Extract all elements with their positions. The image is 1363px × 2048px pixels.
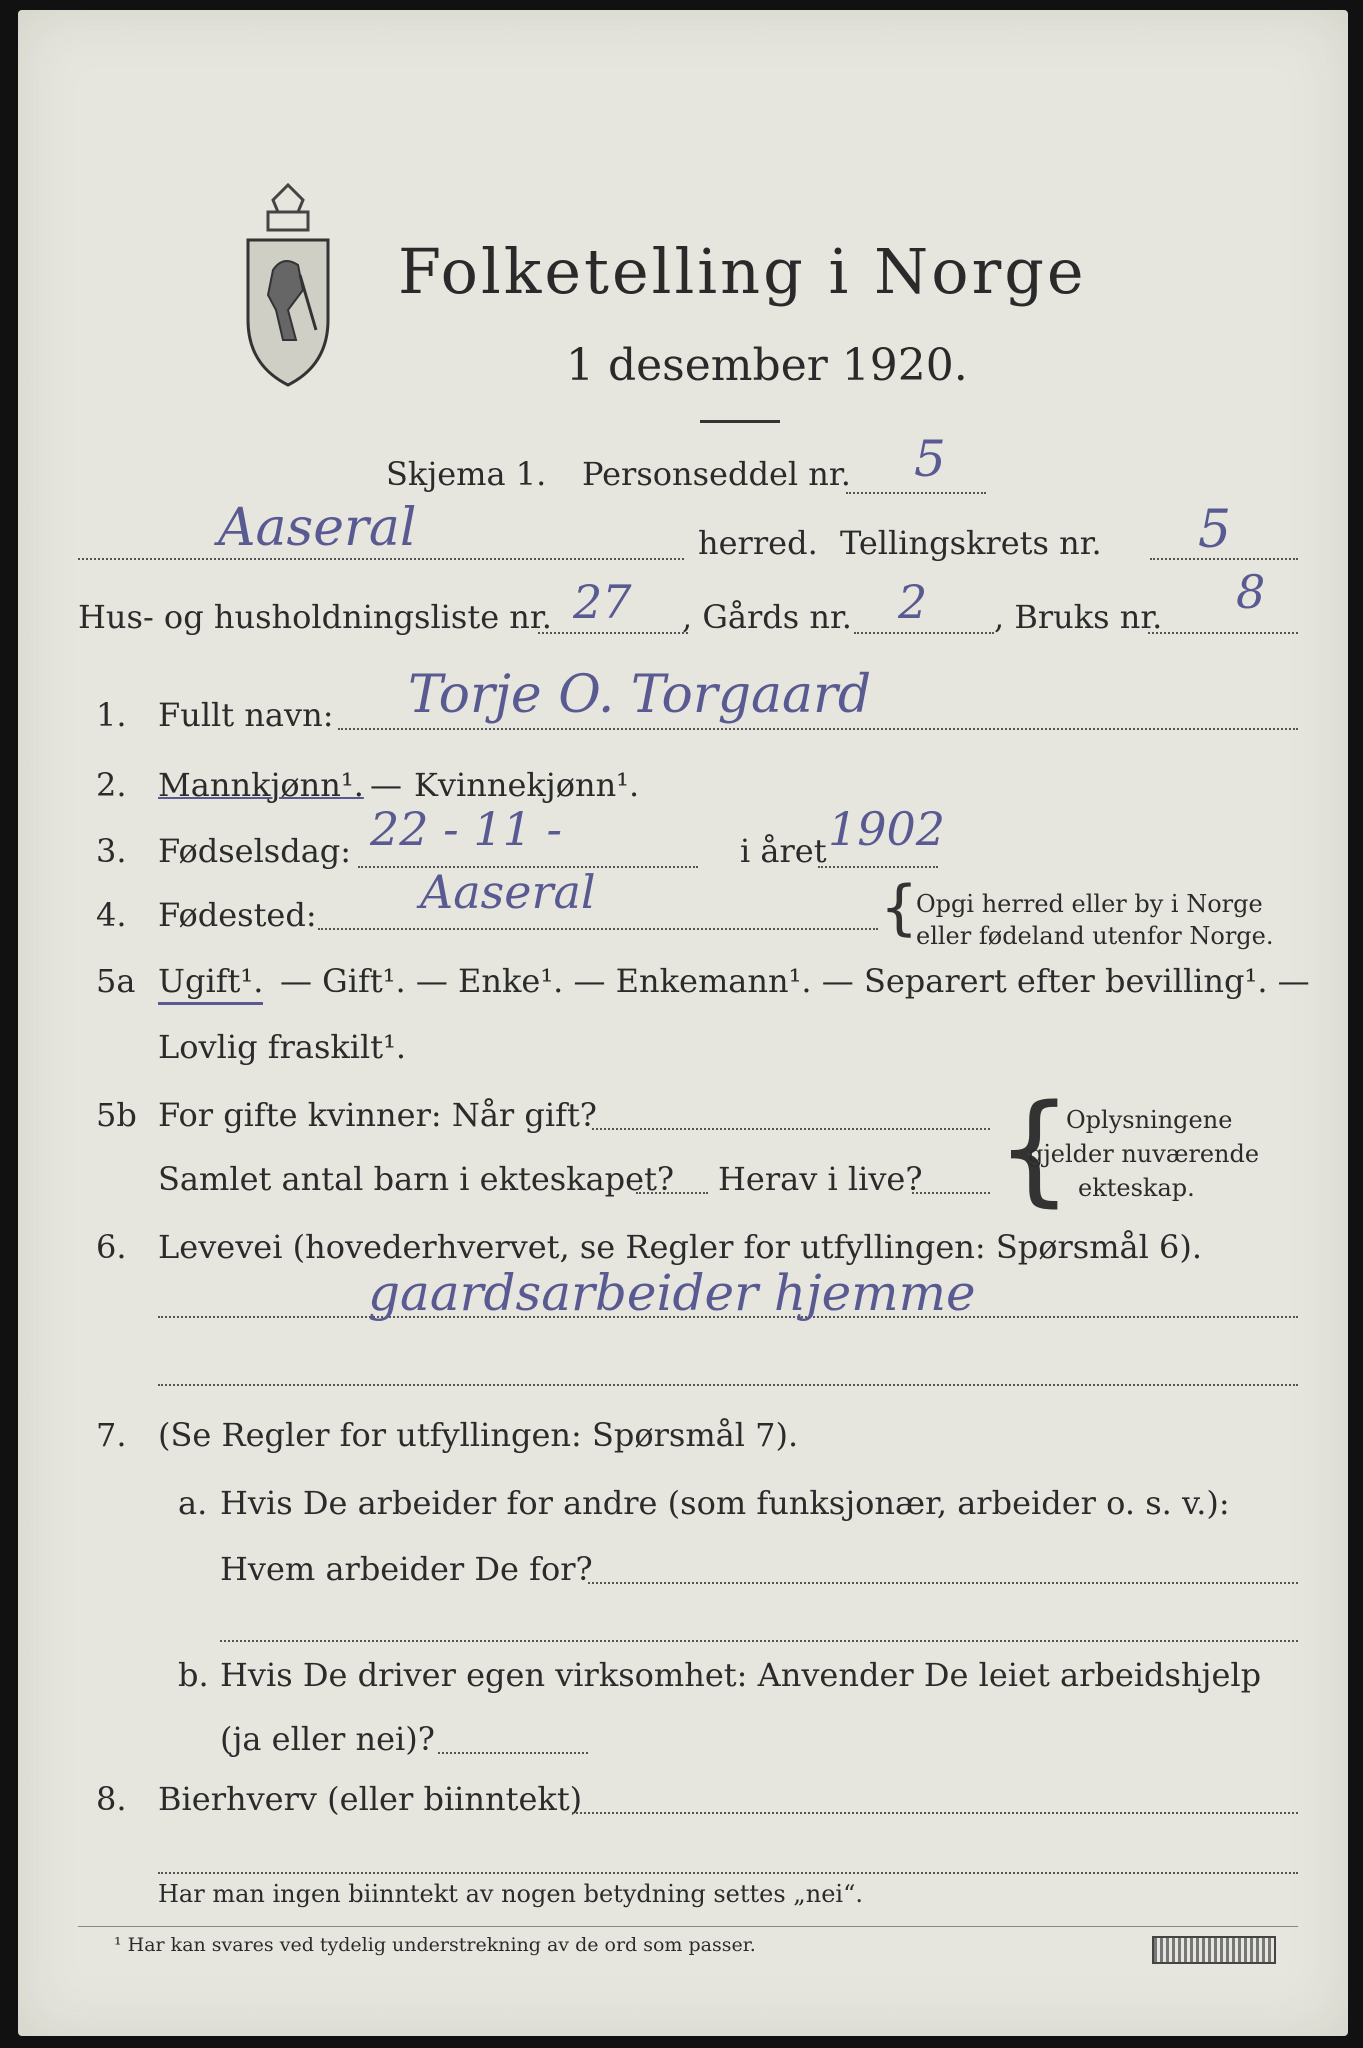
q5a-number: 5a bbox=[96, 962, 136, 1000]
marital-option-ugift[interactable]: Ugift¹. bbox=[158, 962, 263, 1005]
q8-label: Bierhverv (eller biinntekt) bbox=[158, 1780, 583, 1818]
q5b-line2-label: Samlet antal barn i ekteskapet? bbox=[158, 1160, 675, 1198]
q3-number: 3. bbox=[96, 832, 127, 870]
q5b-note-2: gjelder nuværende bbox=[1028, 1140, 1260, 1168]
marital-option-fraskilt[interactable]: Lovlig fraskilt¹. bbox=[158, 1028, 407, 1066]
q3-year-line bbox=[818, 866, 938, 868]
q6-number: 6. bbox=[96, 1228, 127, 1266]
hus-label: Hus- og husholdningsliste nr. bbox=[78, 598, 552, 636]
q4-label: Fødested: bbox=[158, 896, 317, 934]
q2-number: 2. bbox=[96, 766, 127, 804]
personseddel-label: Personseddel nr. bbox=[582, 455, 851, 493]
birthplace-value[interactable]: Aaseral bbox=[420, 865, 596, 919]
q5b-number: 5b bbox=[96, 1096, 137, 1134]
q7a-letter: a. bbox=[178, 1484, 208, 1522]
q7-number: 7. bbox=[96, 1416, 127, 1454]
q5b-note-1: Oplysningene bbox=[1066, 1106, 1233, 1134]
herred-label: herred. bbox=[698, 524, 818, 562]
q8-line-1 bbox=[572, 1812, 1298, 1814]
gards-line bbox=[854, 632, 994, 634]
title-divider bbox=[700, 420, 780, 423]
bruks-line bbox=[1148, 632, 1298, 634]
q5b-note-3: ekteskap. bbox=[1078, 1174, 1195, 1202]
herred-line bbox=[78, 558, 684, 560]
sex-option-female[interactable]: Kvinnekjønn¹. bbox=[414, 766, 640, 804]
hus-line bbox=[538, 632, 688, 634]
sex-option-male[interactable]: Mannkjønn¹. bbox=[158, 766, 364, 804]
q4-line bbox=[318, 928, 878, 930]
full-name-value[interactable]: Torje O. Torgaard bbox=[408, 665, 872, 725]
q4-number: 4. bbox=[96, 896, 127, 934]
q8-note: Har man ingen biinntekt av nogen betydning settes „nei“. bbox=[158, 1880, 863, 1908]
q3-label: Fødselsdag: bbox=[158, 832, 352, 870]
q7a-line2: Hvem arbeider De for? bbox=[220, 1550, 593, 1588]
marital-options-rest[interactable]: — Gift¹. — Enke¹. — Enkemann¹. — Separert efter bevilling¹. — bbox=[280, 962, 1310, 1000]
printer-stamp-icon bbox=[1152, 1936, 1276, 1964]
personseddel-value[interactable]: 5 bbox=[914, 430, 946, 488]
footer-divider bbox=[78, 1926, 1298, 1927]
tellingskrets-label: Tellingskrets nr. bbox=[840, 524, 1102, 562]
gards-value[interactable]: 2 bbox=[898, 575, 928, 629]
q5b-children-line bbox=[636, 1192, 708, 1194]
q5b-line1-label: For gifte kvinner: Når gift? bbox=[158, 1096, 597, 1134]
q1-line bbox=[338, 728, 1298, 730]
q4-brace: { bbox=[880, 873, 919, 943]
census-form-page bbox=[18, 10, 1348, 2036]
q6-line-2 bbox=[158, 1384, 1298, 1386]
q5b-herav-label: Herav i live? bbox=[718, 1160, 923, 1198]
gards-label: , Gårds nr. bbox=[682, 598, 852, 636]
coat-of-arms-icon bbox=[228, 180, 348, 390]
q7b-letter: b. bbox=[178, 1656, 209, 1694]
q8-line-2 bbox=[158, 1872, 1298, 1874]
q7b-line1: Hvis De driver egen virksomhet: Anvender De leiet arbeidshjelp bbox=[220, 1656, 1262, 1694]
hus-value[interactable]: 27 bbox=[573, 575, 632, 629]
bruks-value[interactable]: 8 bbox=[1236, 565, 1266, 619]
personseddel-line bbox=[846, 492, 986, 494]
form-title: Folketelling i Norge bbox=[398, 235, 1087, 308]
q4-note-1: Opgi herred eller by i Norge bbox=[916, 890, 1263, 918]
q6-label: Levevei (hovederhvervet, se Regler for utfyllingen: Spørsmål 6). bbox=[158, 1228, 1203, 1266]
q4-note-2: eller fødeland utenfor Norge. bbox=[916, 922, 1274, 950]
form-date: 1 desember 1920. bbox=[566, 340, 968, 391]
birth-year-value[interactable]: 1902 bbox=[828, 802, 946, 856]
q7b-line bbox=[438, 1752, 588, 1754]
q5b-married-line bbox=[592, 1128, 990, 1130]
q7-label: (Se Regler for utfyllingen: Spørsmål 7). bbox=[158, 1416, 799, 1454]
tellingskrets-value[interactable]: 5 bbox=[1198, 500, 1232, 560]
q1-label: Fullt navn: bbox=[158, 696, 334, 734]
herred-value[interactable]: Aaseral bbox=[218, 498, 417, 558]
q8-number: 8. bbox=[96, 1780, 127, 1818]
schema-label: Skjema 1. bbox=[386, 455, 547, 493]
q7a-line-extra bbox=[220, 1640, 1298, 1642]
q1-number: 1. bbox=[96, 696, 127, 734]
birthday-value[interactable]: 22 - 11 - bbox=[370, 802, 563, 856]
q5b-alive-line bbox=[912, 1192, 990, 1194]
footnote: ¹ Har kan svares ved tydelig understrekning av de ord som passer. bbox=[114, 1934, 756, 1956]
q7a-line bbox=[588, 1582, 1298, 1584]
q7a-line1: Hvis De arbeider for andre (som funksjonær, arbeider o. s. v.): bbox=[220, 1484, 1230, 1522]
q5b-brace: { bbox=[996, 1080, 1073, 1219]
bruks-label: , Bruks nr. bbox=[994, 598, 1163, 636]
occupation-value[interactable]: gaardsarbeider hjemme bbox=[368, 1264, 976, 1322]
q3-year-label: i året bbox=[740, 832, 827, 870]
sex-separator: — bbox=[370, 766, 402, 804]
q7b-line2: (ja eller nei)? bbox=[220, 1720, 435, 1758]
